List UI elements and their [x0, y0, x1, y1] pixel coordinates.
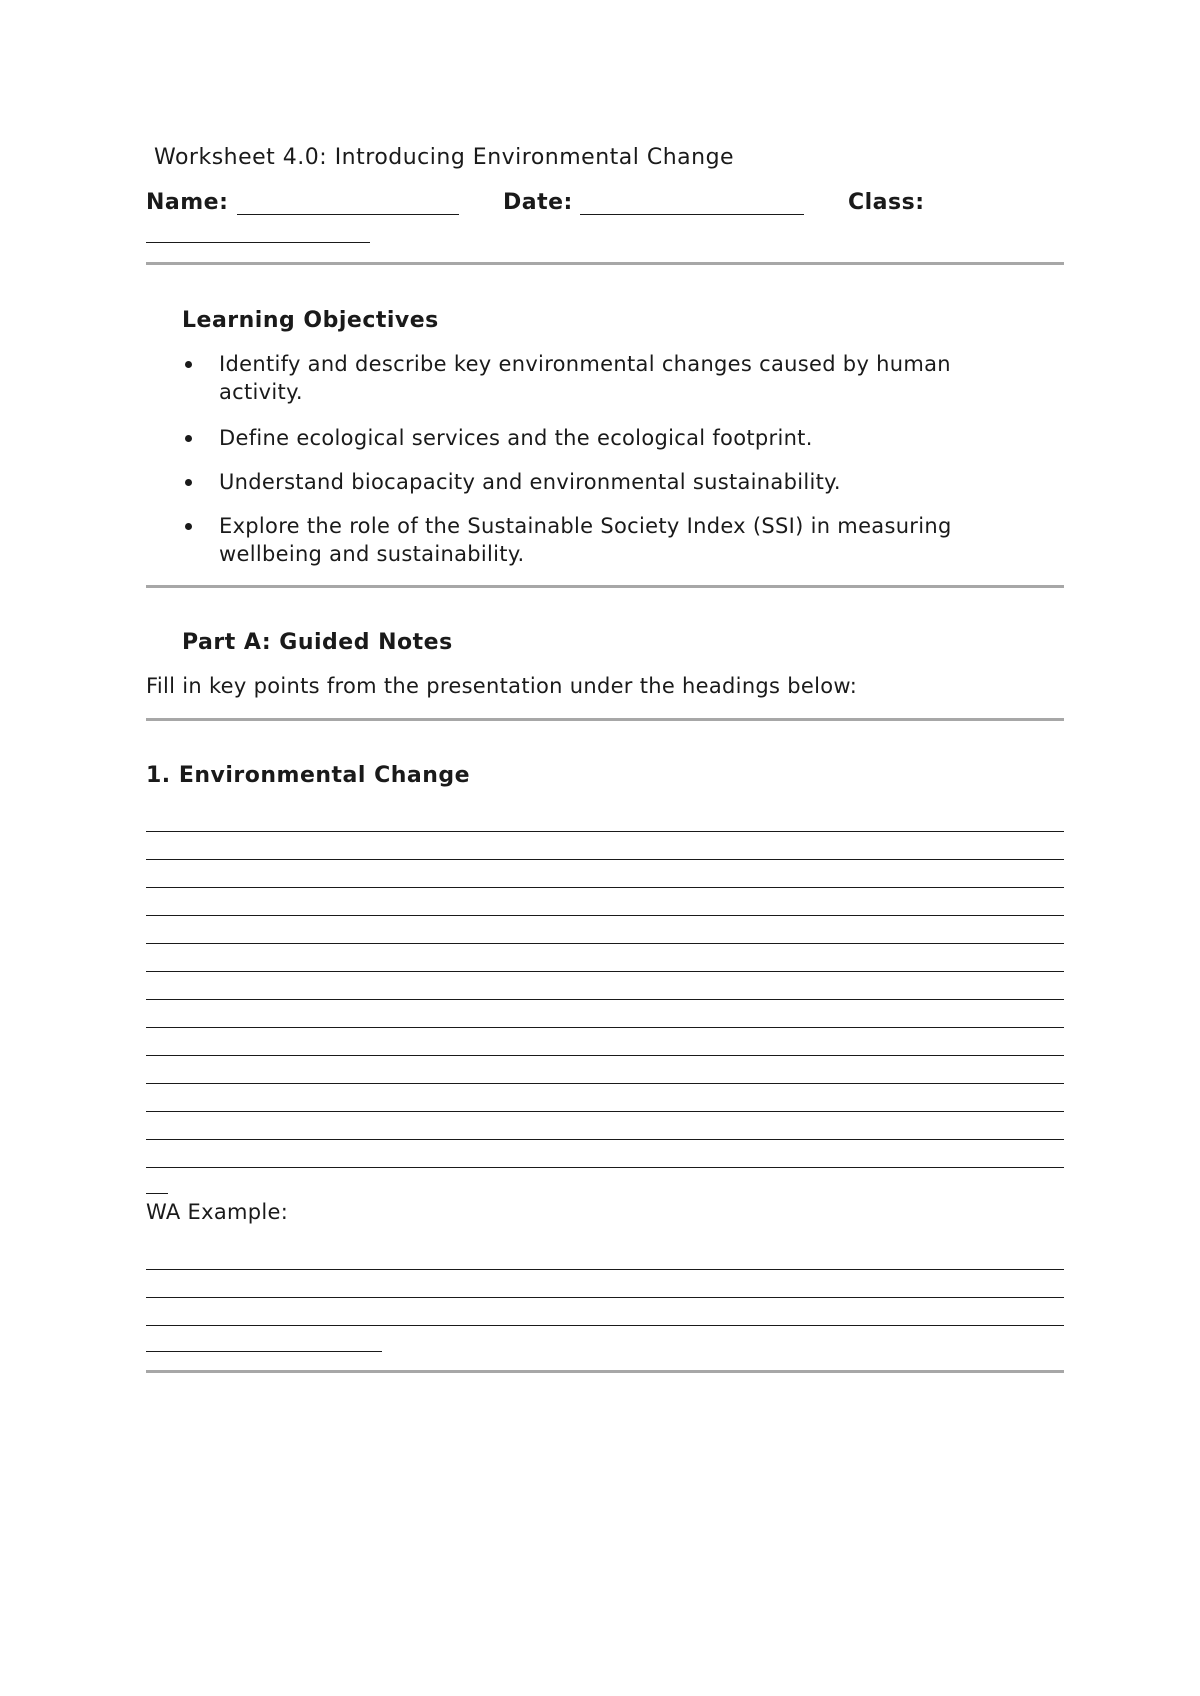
writing-line[interactable] — [146, 1027, 1064, 1028]
worksheet-title: Worksheet 4.0: Introducing Environmental Change — [154, 145, 735, 170]
divider-rule — [146, 1370, 1064, 1373]
name-label: Name: — [146, 190, 229, 215]
bullet-icon — [185, 479, 192, 486]
writing-line-stub — [146, 1193, 168, 1194]
section-1-heading: 1. Environmental Change — [146, 763, 471, 788]
writing-line-short[interactable] — [146, 1351, 382, 1352]
class-label: Class: — [848, 190, 925, 215]
divider-rule — [146, 585, 1064, 588]
date-blank[interactable] — [580, 214, 804, 215]
bullet-icon — [185, 361, 192, 368]
name-blank[interactable] — [237, 214, 459, 215]
bullet-icon — [185, 435, 192, 442]
part-a-instructions: Fill in key points from the presentation under the headings below: — [146, 674, 858, 698]
objective-item: Identify and describe key environmental changes caused by human activity. — [219, 352, 951, 404]
divider-rule — [146, 262, 1064, 265]
bullet-icon — [185, 523, 192, 530]
objectives-heading: Learning Objectives — [182, 308, 439, 333]
writing-line[interactable] — [146, 1139, 1064, 1140]
writing-line[interactable] — [146, 831, 1064, 832]
writing-line[interactable] — [146, 999, 1064, 1000]
writing-line[interactable] — [146, 943, 1064, 944]
writing-line[interactable] — [146, 971, 1064, 972]
date-label: Date: — [503, 190, 573, 215]
objective-item: Define ecological services and the ecological footprint. — [219, 426, 813, 450]
writing-line[interactable] — [146, 1269, 1064, 1270]
divider-rule — [146, 718, 1064, 721]
writing-line[interactable] — [146, 1167, 1064, 1168]
writing-line[interactable] — [146, 1111, 1064, 1112]
objective-item: Explore the role of the Sustainable Society Index (SSI) in measuring wellbeing and sustainability. — [219, 514, 952, 566]
writing-line[interactable] — [146, 887, 1064, 888]
writing-line[interactable] — [146, 915, 1064, 916]
writing-line[interactable] — [146, 1055, 1064, 1056]
writing-line[interactable] — [146, 859, 1064, 860]
example-label: WA Example: — [146, 1200, 289, 1224]
writing-line[interactable] — [146, 1297, 1064, 1298]
writing-line[interactable] — [146, 1083, 1064, 1084]
part-a-heading: Part A: Guided Notes — [182, 630, 453, 655]
objective-item: Understand biocapacity and environmental sustainability. — [219, 470, 841, 494]
writing-line[interactable] — [146, 1325, 1064, 1326]
class-blank[interactable] — [146, 242, 370, 243]
